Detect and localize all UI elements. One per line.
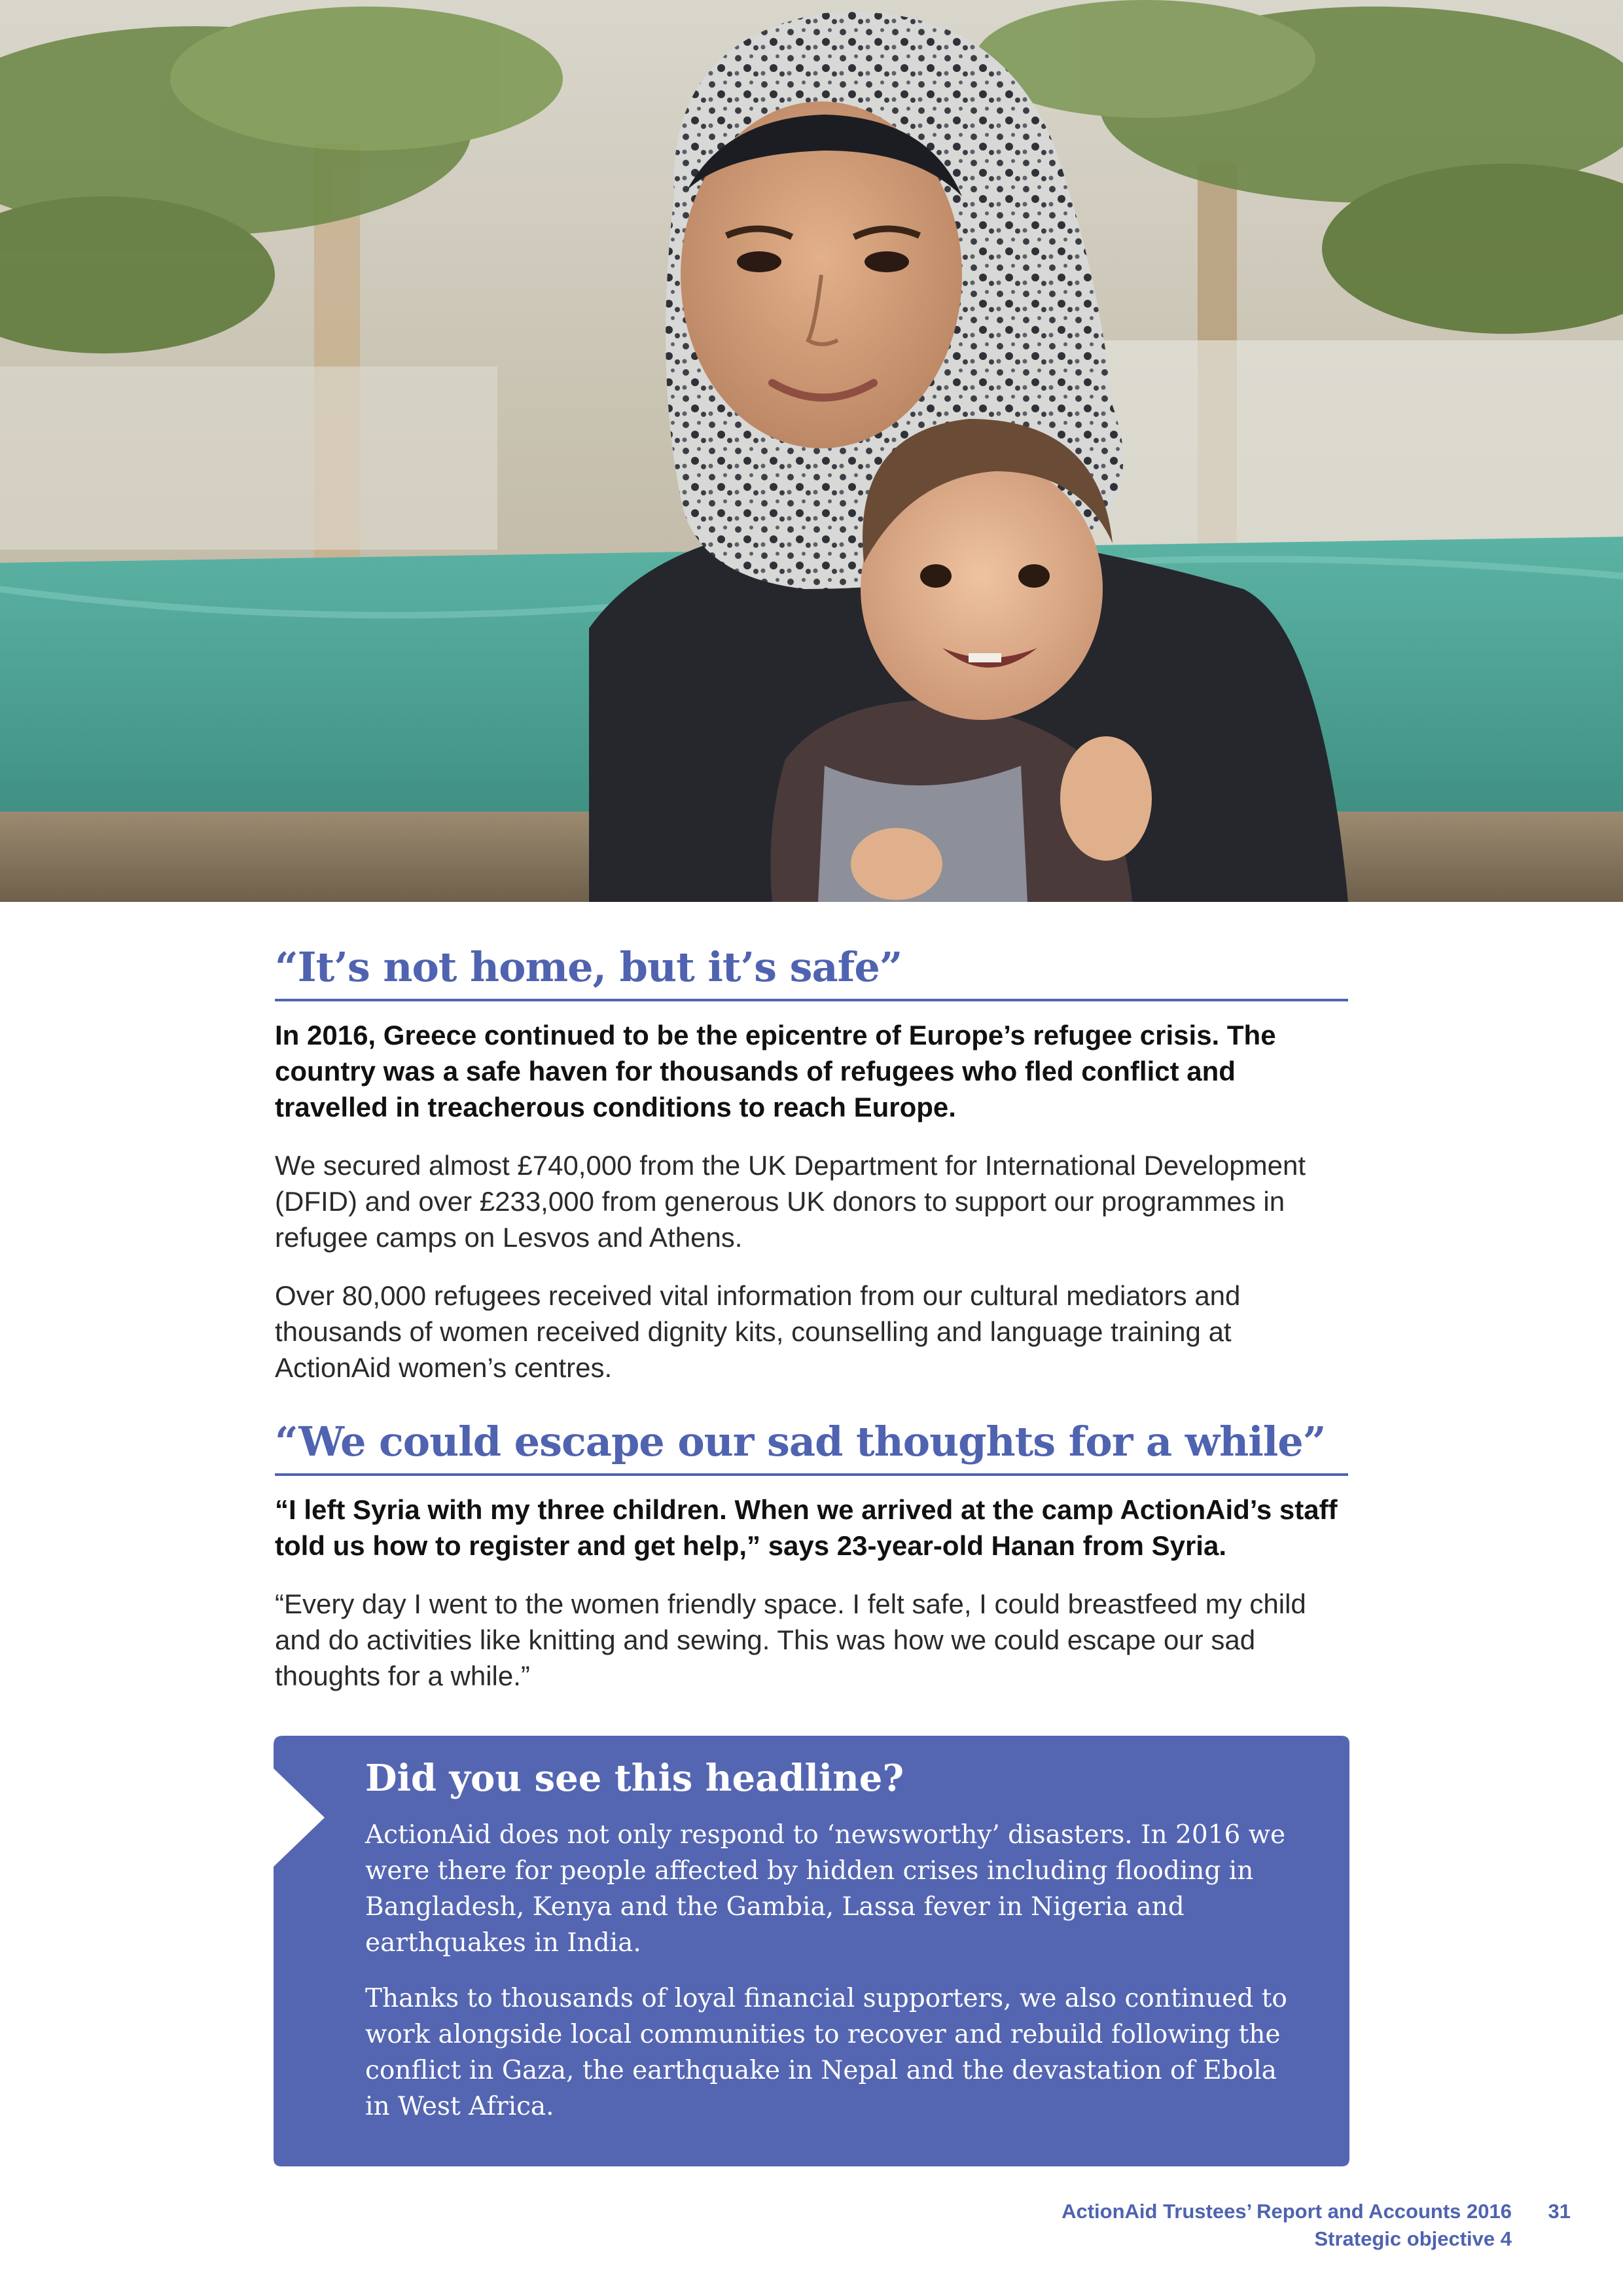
page-number: 31: [1548, 2200, 1571, 2223]
section2-heading: “We could escape our sad thoughts for a while”: [275, 1417, 1348, 1476]
photo-illustration: [0, 0, 1623, 902]
callout-box: [274, 1736, 1349, 2166]
article: [275, 942, 1348, 1694]
callout-content: [365, 1755, 1308, 2125]
section2-lead: “I left Syria with my three children. When we arrived at the camp ActionAid’s staff told us how to register and get help,” says 23-year-old Hanan from Syria.: [275, 1494, 1338, 1561]
report-title: ActionAid Trustees’ Report and Accounts 2016: [1061, 2200, 1512, 2223]
callout-paragraph: Thanks to thousands of loyal financial supporters, we also continued to work alongside local communities to recover and rebuild following the conflict in Gaza, the earthquake in Nepal and the devastation of Ebola in West Africa.: [365, 1984, 1287, 2121]
callout-paragraph: ActionAid does not only respond to ‘newsworthy’ disasters. In 2016 we were there for people affected by hidden crises including flooding in Bangladesh, Kenya and the Gambia, Lassa fever in Nigeria and earthquakes in India.: [365, 1820, 1286, 1958]
section-label: Strategic objective 4: [1314, 2227, 1512, 2250]
section1-paragraph: We secured almost £740,000 from the UK Department for International Development (DFID) and over £233,000 from generous UK donors to support our programmes in refugee camps on Lesvos and Athens.: [275, 1150, 1306, 1253]
section1-heading: “It’s not home, but it’s safe”: [275, 942, 1348, 1001]
page-footer: [1061, 2198, 1571, 2253]
section2-paragraph: “Every day I went to the women friendly space. I felt safe, I could breastfeed my child and do activities like knitting and sewing. This was how we could escape our sad thoughts for a while.”: [275, 1588, 1306, 1691]
section1-lead: In 2016, Greece continued to be the epicentre of Europe’s refugee crisis. The country was a safe haven for thousands of refugees who fled conflict and travelled in treacherous conditions to reach Europe.: [275, 1020, 1276, 1122]
callout-title: Did you see this headline?: [365, 1757, 904, 1800]
section1-paragraph: Over 80,000 refugees received vital information from our cultural mediators and thousands of women received dignity kits, counselling and language training at ActionAid women’s centres.: [275, 1280, 1241, 1383]
hero-photo: [0, 0, 1623, 902]
